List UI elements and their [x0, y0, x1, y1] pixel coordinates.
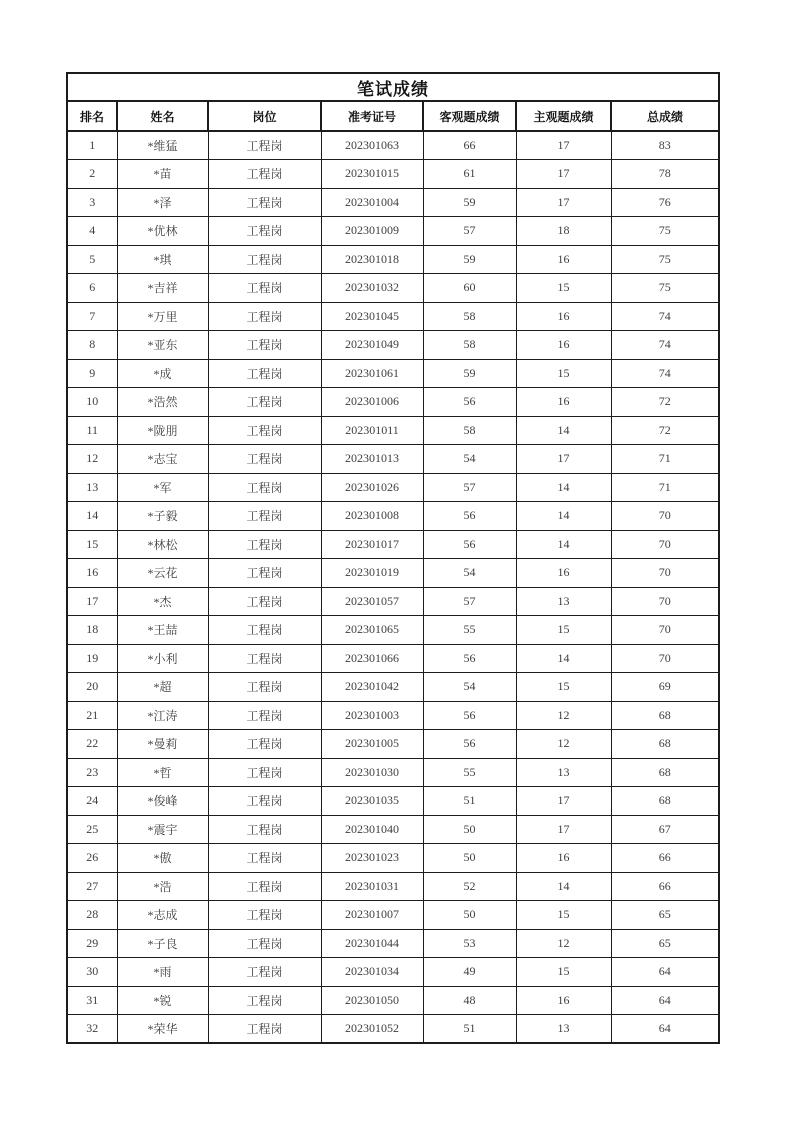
- cell-exam-id: 202301004: [321, 188, 423, 217]
- cell-total-score: 71: [611, 445, 719, 474]
- cell-subjective-score: 12: [516, 929, 611, 958]
- table-row: [67, 872, 719, 901]
- cell-exam-id: 202301013: [321, 445, 423, 474]
- cell-position: 工程岗: [208, 217, 321, 246]
- cell-subjective-score: 14: [516, 473, 611, 502]
- cell-objective-score: 54: [423, 673, 516, 702]
- cell-rank: 5: [67, 245, 117, 274]
- cell-position: 工程岗: [208, 416, 321, 445]
- cell-position: 工程岗: [208, 986, 321, 1015]
- cell-position: 工程岗: [208, 388, 321, 417]
- table-body: [67, 131, 719, 1043]
- cell-exam-id: 202301061: [321, 359, 423, 388]
- cell-name: *俊峰: [117, 787, 208, 816]
- cell-position: 工程岗: [208, 901, 321, 930]
- cell-objective-score: 56: [423, 644, 516, 673]
- cell-total-score: 72: [611, 416, 719, 445]
- cell-name: *子毅: [117, 502, 208, 531]
- cell-subjective-score: 16: [516, 245, 611, 274]
- cell-subjective-score: 16: [516, 986, 611, 1015]
- table-row: [67, 730, 719, 759]
- cell-exam-id: 202301017: [321, 530, 423, 559]
- cell-name: *曼莉: [117, 730, 208, 759]
- cell-subjective-score: 15: [516, 901, 611, 930]
- cell-name: *陇朋: [117, 416, 208, 445]
- cell-exam-id: 202301018: [321, 245, 423, 274]
- cell-name: *浩: [117, 872, 208, 901]
- cell-total-score: 68: [611, 730, 719, 759]
- cell-total-score: 76: [611, 188, 719, 217]
- cell-name: *琪: [117, 245, 208, 274]
- cell-position: 工程岗: [208, 844, 321, 873]
- cell-rank: 32: [67, 1015, 117, 1044]
- cell-name: *锐: [117, 986, 208, 1015]
- table-title: 笔试成绩: [67, 73, 719, 101]
- cell-total-score: 66: [611, 844, 719, 873]
- cell-name: *江涛: [117, 701, 208, 730]
- cell-total-score: 74: [611, 359, 719, 388]
- cell-total-score: 70: [611, 587, 719, 616]
- column-header-exam-id: 准考证号: [321, 101, 423, 131]
- cell-name: *王喆: [117, 616, 208, 645]
- cell-total-score: 74: [611, 331, 719, 360]
- cell-exam-id: 202301015: [321, 160, 423, 189]
- cell-rank: 3: [67, 188, 117, 217]
- cell-position: 工程岗: [208, 616, 321, 645]
- cell-rank: 31: [67, 986, 117, 1015]
- cell-rank: 15: [67, 530, 117, 559]
- table-row: [67, 502, 719, 531]
- cell-rank: 26: [67, 844, 117, 873]
- cell-total-score: 74: [611, 302, 719, 331]
- cell-position: 工程岗: [208, 274, 321, 303]
- cell-rank: 12: [67, 445, 117, 474]
- cell-subjective-score: 18: [516, 217, 611, 246]
- cell-exam-id: 202301065: [321, 616, 423, 645]
- cell-position: 工程岗: [208, 758, 321, 787]
- cell-name: *林松: [117, 530, 208, 559]
- cell-objective-score: 59: [423, 359, 516, 388]
- cell-position: 工程岗: [208, 815, 321, 844]
- cell-position: 工程岗: [208, 473, 321, 502]
- column-header-subjective-score: 主观题成绩: [516, 101, 611, 131]
- cell-rank: 27: [67, 872, 117, 901]
- cell-total-score: 65: [611, 929, 719, 958]
- cell-objective-score: 56: [423, 701, 516, 730]
- column-header-rank: 排名: [67, 101, 117, 131]
- table-row: [67, 188, 719, 217]
- cell-name: *军: [117, 473, 208, 502]
- cell-position: 工程岗: [208, 787, 321, 816]
- cell-subjective-score: 14: [516, 530, 611, 559]
- cell-name: *泽: [117, 188, 208, 217]
- cell-objective-score: 53: [423, 929, 516, 958]
- cell-exam-id: 202301032: [321, 274, 423, 303]
- cell-name: *杰: [117, 587, 208, 616]
- cell-rank: 28: [67, 901, 117, 930]
- table-row: [67, 473, 719, 502]
- cell-exam-id: 202301040: [321, 815, 423, 844]
- table-row: [67, 445, 719, 474]
- cell-objective-score: 55: [423, 758, 516, 787]
- cell-subjective-score: 14: [516, 644, 611, 673]
- cell-exam-id: 202301050: [321, 986, 423, 1015]
- written-test-score-table: [66, 72, 720, 1044]
- cell-exam-id: 202301008: [321, 502, 423, 531]
- cell-objective-score: 57: [423, 217, 516, 246]
- cell-position: 工程岗: [208, 730, 321, 759]
- cell-position: 工程岗: [208, 359, 321, 388]
- cell-total-score: 70: [611, 559, 719, 588]
- cell-exam-id: 202301057: [321, 587, 423, 616]
- cell-subjective-score: 15: [516, 616, 611, 645]
- table-row: [67, 160, 719, 189]
- cell-subjective-score: 16: [516, 559, 611, 588]
- cell-total-score: 72: [611, 388, 719, 417]
- cell-name: *优林: [117, 217, 208, 246]
- cell-objective-score: 61: [423, 160, 516, 189]
- cell-total-score: 83: [611, 131, 719, 160]
- cell-objective-score: 59: [423, 245, 516, 274]
- cell-objective-score: 56: [423, 530, 516, 559]
- cell-subjective-score: 17: [516, 815, 611, 844]
- cell-subjective-score: 14: [516, 502, 611, 531]
- table-row: [67, 587, 719, 616]
- cell-exam-id: 202301042: [321, 673, 423, 702]
- cell-rank: 8: [67, 331, 117, 360]
- cell-name: *亚东: [117, 331, 208, 360]
- cell-objective-score: 55: [423, 616, 516, 645]
- table-row: [67, 986, 719, 1015]
- cell-total-score: 66: [611, 872, 719, 901]
- cell-rank: 14: [67, 502, 117, 531]
- cell-subjective-score: 16: [516, 844, 611, 873]
- cell-objective-score: 49: [423, 958, 516, 987]
- cell-rank: 4: [67, 217, 117, 246]
- cell-exam-id: 202301034: [321, 958, 423, 987]
- table-row: [67, 416, 719, 445]
- cell-total-score: 69: [611, 673, 719, 702]
- cell-position: 工程岗: [208, 644, 321, 673]
- cell-total-score: 70: [611, 644, 719, 673]
- cell-position: 工程岗: [208, 872, 321, 901]
- table-row: [67, 388, 719, 417]
- cell-name: *维猛: [117, 131, 208, 160]
- cell-total-score: 71: [611, 473, 719, 502]
- table-row: [67, 815, 719, 844]
- cell-objective-score: 66: [423, 131, 516, 160]
- cell-name: *浩然: [117, 388, 208, 417]
- cell-exam-id: 202301003: [321, 701, 423, 730]
- table-title-row: [67, 73, 719, 101]
- cell-exam-id: 202301049: [321, 331, 423, 360]
- table-row: [67, 359, 719, 388]
- cell-rank: 9: [67, 359, 117, 388]
- cell-position: 工程岗: [208, 188, 321, 217]
- cell-exam-id: 202301045: [321, 302, 423, 331]
- cell-objective-score: 50: [423, 815, 516, 844]
- cell-rank: 24: [67, 787, 117, 816]
- table-row: [67, 787, 719, 816]
- cell-objective-score: 54: [423, 445, 516, 474]
- cell-subjective-score: 17: [516, 131, 611, 160]
- cell-exam-id: 202301030: [321, 758, 423, 787]
- cell-rank: 17: [67, 587, 117, 616]
- cell-rank: 11: [67, 416, 117, 445]
- cell-rank: 25: [67, 815, 117, 844]
- table-row: [67, 701, 719, 730]
- cell-subjective-score: 16: [516, 388, 611, 417]
- cell-position: 工程岗: [208, 559, 321, 588]
- cell-total-score: 65: [611, 901, 719, 930]
- cell-rank: 30: [67, 958, 117, 987]
- table-row: [67, 958, 719, 987]
- table-row: [67, 616, 719, 645]
- cell-position: 工程岗: [208, 673, 321, 702]
- table-row: [67, 559, 719, 588]
- cell-rank: 13: [67, 473, 117, 502]
- cell-exam-id: 202301023: [321, 844, 423, 873]
- cell-subjective-score: 15: [516, 359, 611, 388]
- table-row: [67, 274, 719, 303]
- cell-rank: 18: [67, 616, 117, 645]
- cell-total-score: 64: [611, 1015, 719, 1044]
- cell-name: *傲: [117, 844, 208, 873]
- cell-objective-score: 57: [423, 587, 516, 616]
- cell-objective-score: 51: [423, 1015, 516, 1044]
- cell-subjective-score: 13: [516, 758, 611, 787]
- cell-position: 工程岗: [208, 245, 321, 274]
- cell-subjective-score: 16: [516, 331, 611, 360]
- cell-subjective-score: 16: [516, 302, 611, 331]
- cell-position: 工程岗: [208, 160, 321, 189]
- cell-position: 工程岗: [208, 131, 321, 160]
- cell-rank: 21: [67, 701, 117, 730]
- table-row: [67, 929, 719, 958]
- cell-rank: 29: [67, 929, 117, 958]
- cell-objective-score: 58: [423, 302, 516, 331]
- cell-position: 工程岗: [208, 701, 321, 730]
- column-header-total-score: 总成绩: [611, 101, 719, 131]
- cell-subjective-score: 15: [516, 673, 611, 702]
- cell-position: 工程岗: [208, 502, 321, 531]
- cell-name: *雨: [117, 958, 208, 987]
- cell-subjective-score: 17: [516, 188, 611, 217]
- cell-name: *云花: [117, 559, 208, 588]
- table-row: [67, 530, 719, 559]
- cell-subjective-score: 14: [516, 416, 611, 445]
- cell-exam-id: 202301006: [321, 388, 423, 417]
- cell-objective-score: 60: [423, 274, 516, 303]
- table-row: [67, 302, 719, 331]
- cell-objective-score: 57: [423, 473, 516, 502]
- table-row: [67, 217, 719, 246]
- cell-exam-id: 202301005: [321, 730, 423, 759]
- table-row: [67, 673, 719, 702]
- table-row: [67, 245, 719, 274]
- table-row: [67, 131, 719, 160]
- cell-name: *哲: [117, 758, 208, 787]
- cell-position: 工程岗: [208, 929, 321, 958]
- cell-name: *震宇: [117, 815, 208, 844]
- cell-subjective-score: 17: [516, 445, 611, 474]
- cell-exam-id: 202301007: [321, 901, 423, 930]
- cell-total-score: 70: [611, 616, 719, 645]
- cell-objective-score: 56: [423, 502, 516, 531]
- cell-rank: 23: [67, 758, 117, 787]
- table-row: [67, 844, 719, 873]
- cell-name: *志成: [117, 901, 208, 930]
- cell-rank: 20: [67, 673, 117, 702]
- cell-objective-score: 52: [423, 872, 516, 901]
- cell-total-score: 70: [611, 502, 719, 531]
- cell-exam-id: 202301009: [321, 217, 423, 246]
- cell-exam-id: 202301066: [321, 644, 423, 673]
- cell-name: *苗: [117, 160, 208, 189]
- cell-objective-score: 51: [423, 787, 516, 816]
- cell-rank: 2: [67, 160, 117, 189]
- cell-subjective-score: 13: [516, 587, 611, 616]
- cell-rank: 7: [67, 302, 117, 331]
- column-header-objective-score: 客观题成绩: [423, 101, 516, 131]
- cell-name: *吉祥: [117, 274, 208, 303]
- cell-position: 工程岗: [208, 958, 321, 987]
- cell-name: *子良: [117, 929, 208, 958]
- cell-exam-id: 202301044: [321, 929, 423, 958]
- cell-objective-score: 56: [423, 388, 516, 417]
- cell-objective-score: 48: [423, 986, 516, 1015]
- cell-total-score: 78: [611, 160, 719, 189]
- column-header-name: 姓名: [117, 101, 208, 131]
- cell-rank: 22: [67, 730, 117, 759]
- cell-total-score: 64: [611, 958, 719, 987]
- cell-rank: 6: [67, 274, 117, 303]
- cell-exam-id: 202301031: [321, 872, 423, 901]
- table-row: [67, 1015, 719, 1044]
- cell-name: *小利: [117, 644, 208, 673]
- cell-total-score: 67: [611, 815, 719, 844]
- cell-exam-id: 202301019: [321, 559, 423, 588]
- cell-total-score: 75: [611, 217, 719, 246]
- cell-total-score: 68: [611, 758, 719, 787]
- cell-name: *万里: [117, 302, 208, 331]
- cell-name: *超: [117, 673, 208, 702]
- cell-rank: 1: [67, 131, 117, 160]
- cell-position: 工程岗: [208, 331, 321, 360]
- cell-subjective-score: 14: [516, 872, 611, 901]
- cell-exam-id: 202301035: [321, 787, 423, 816]
- cell-objective-score: 58: [423, 331, 516, 360]
- cell-total-score: 75: [611, 245, 719, 274]
- table-row: [67, 331, 719, 360]
- cell-position: 工程岗: [208, 530, 321, 559]
- cell-position: 工程岗: [208, 445, 321, 474]
- cell-subjective-score: 15: [516, 958, 611, 987]
- cell-objective-score: 50: [423, 844, 516, 873]
- cell-objective-score: 50: [423, 901, 516, 930]
- cell-subjective-score: 17: [516, 787, 611, 816]
- cell-name: *成: [117, 359, 208, 388]
- cell-rank: 10: [67, 388, 117, 417]
- cell-subjective-score: 13: [516, 1015, 611, 1044]
- cell-objective-score: 58: [423, 416, 516, 445]
- cell-exam-id: 202301063: [321, 131, 423, 160]
- table-row: [67, 758, 719, 787]
- cell-exam-id: 202301011: [321, 416, 423, 445]
- cell-position: 工程岗: [208, 1015, 321, 1044]
- table-row: [67, 644, 719, 673]
- cell-subjective-score: 12: [516, 701, 611, 730]
- cell-total-score: 64: [611, 986, 719, 1015]
- cell-subjective-score: 17: [516, 160, 611, 189]
- cell-name: *志宝: [117, 445, 208, 474]
- cell-position: 工程岗: [208, 302, 321, 331]
- column-header-position: 岗位: [208, 101, 321, 131]
- cell-total-score: 70: [611, 530, 719, 559]
- cell-rank: 19: [67, 644, 117, 673]
- cell-name: *荣华: [117, 1015, 208, 1044]
- cell-objective-score: 59: [423, 188, 516, 217]
- cell-subjective-score: 15: [516, 274, 611, 303]
- cell-position: 工程岗: [208, 587, 321, 616]
- table-row: [67, 901, 719, 930]
- cell-objective-score: 56: [423, 730, 516, 759]
- cell-total-score: 68: [611, 701, 719, 730]
- cell-total-score: 75: [611, 274, 719, 303]
- cell-total-score: 68: [611, 787, 719, 816]
- cell-rank: 16: [67, 559, 117, 588]
- cell-subjective-score: 12: [516, 730, 611, 759]
- table-header-row: [67, 101, 719, 131]
- cell-exam-id: 202301026: [321, 473, 423, 502]
- cell-exam-id: 202301052: [321, 1015, 423, 1044]
- cell-objective-score: 54: [423, 559, 516, 588]
